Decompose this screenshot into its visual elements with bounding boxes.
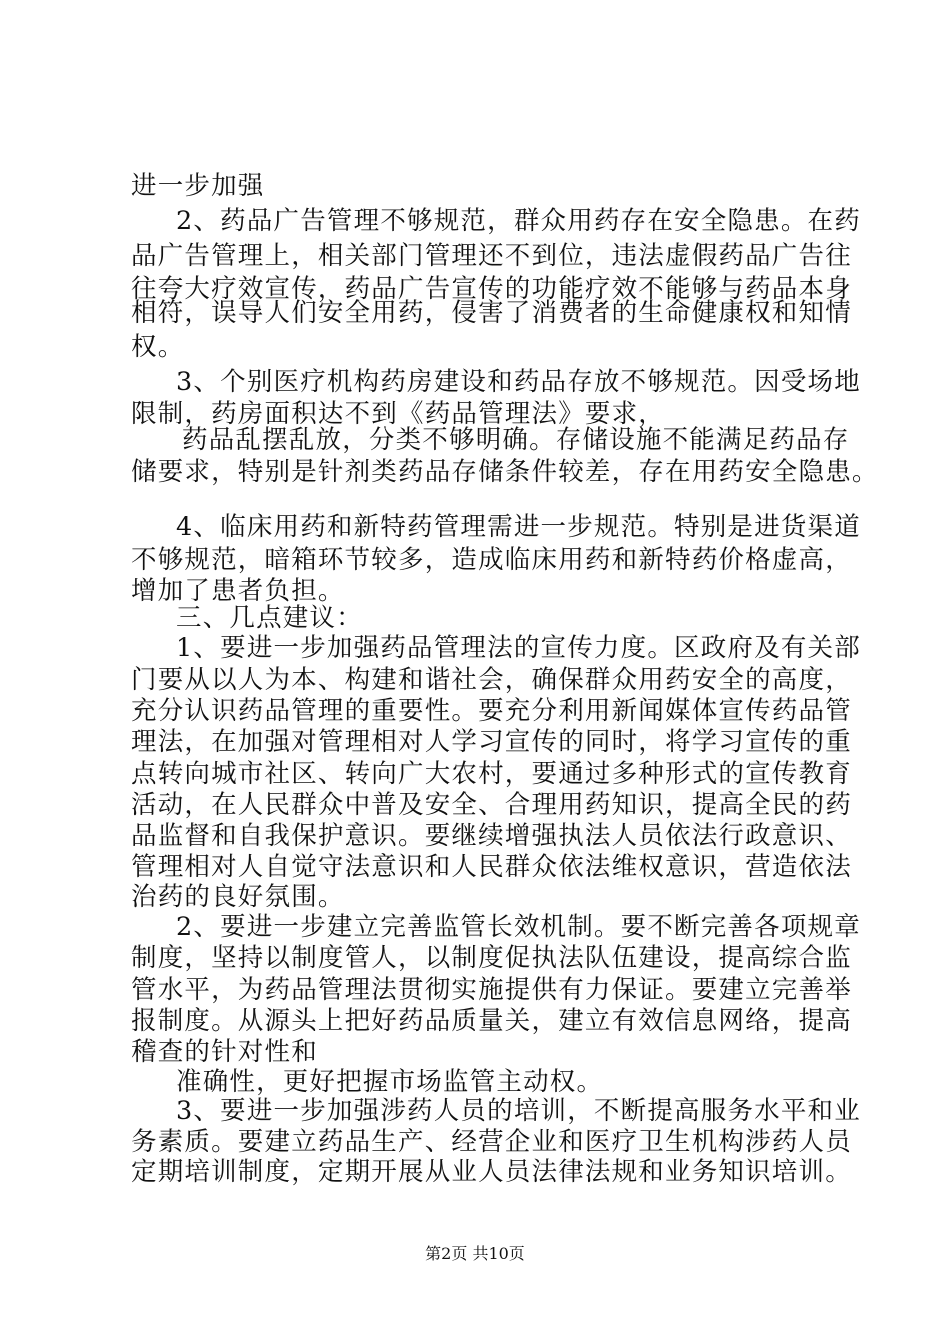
- paragraph-start: 3、个别医疗机构药房建设和药品存放不够规范。因受场地: [176, 367, 861, 397]
- paragraph-start: 准确性，更好把握市场监管主动权。: [176, 1067, 604, 1097]
- text-line: 定期培训制度，定期开展从业人员法律法规和业务知识培训。: [131, 1157, 852, 1187]
- paragraph-start: 4、临床用药和新特药管理需进一步规范。特别是进货渠道: [176, 512, 861, 542]
- text-line: 理法，在加强对管理相对人学习宣传的同时，将学习宣传的重: [131, 727, 852, 757]
- text-line: 充分认识药品管理的重要性。要充分利用新闻媒体宣传药品管: [131, 696, 852, 726]
- text-line: 报制度。从源头上把好药品质量关，建立有效信息网络，提高: [131, 1006, 852, 1036]
- text-line: 不够规范，暗箱环节较多，造成临床用药和新特药价格虚高，: [131, 545, 852, 575]
- text-line: 储要求，特别是针剂类药品存储条件较差，存在用药安全隐患。: [131, 457, 879, 487]
- text-line: 门要从以人为本、构建和谐社会，确保群众用药安全的高度，: [131, 665, 852, 695]
- text-line: 务素质。要建立药品生产、经营企业和医疗卫生机构涉药人员: [131, 1127, 852, 1157]
- text-line: 进一步加强: [131, 171, 265, 201]
- paragraph-start: 2、药品广告管理不够规范，群众用药存在安全隐患。在药: [176, 206, 861, 236]
- text-line: 制度，坚持以制度管人，以制度促执法队伍建设，提高综合监: [131, 943, 852, 973]
- paragraph-start: 3、要进一步加强涉药人员的培训，不断提高服务水平和业: [176, 1096, 861, 1126]
- text-line: 品监督和自我保护意识。要继续增强执法人员依法行政意识、: [131, 821, 852, 851]
- text-line: 管理相对人自觉守法意识和人民群众依法维权意识，营造依法: [131, 852, 852, 882]
- text-line: 品广告管理上，相关部门管理还不到位，违法虚假药品广告往: [131, 241, 852, 271]
- text-line: 增加了患者负担。: [131, 576, 345, 606]
- text-line: 管水平，为药品管理法贯彻实施提供有力保证。要建立完善举: [131, 975, 852, 1005]
- text-line: 点转向城市社区、转向广大农村，要通过多种形式的宣传教育: [131, 759, 852, 789]
- text-line: 活动，在人民群众中普及安全、合理用药知识，提高全民的药: [131, 790, 852, 820]
- paragraph-start: 1、要进一步加强药品管理法的宣传力度。区政府及有关部: [176, 633, 861, 663]
- page-number-footer: 第2页 共10页: [425, 1244, 525, 1263]
- text-line: 限制，药房面积达不到《药品管理法》要求，: [131, 399, 666, 429]
- paragraph-start: 药品乱摆乱放，分类不够明确。存储设施不能满足药品存: [182, 425, 850, 455]
- text-line: 相符，误导人们安全用药，侵害了消费者的生命健康权和知情: [131, 298, 852, 328]
- text-line: 治药的良好氛围。: [131, 882, 345, 912]
- text-line: 往夸大疗效宣传，药品广告宣传的功能疗效不能够与药品本身: [131, 274, 852, 304]
- paragraph-start: 2、要进一步建立完善监管长效机制。要不断完善各项规章: [176, 912, 861, 942]
- text-line: 稽查的针对性和: [131, 1037, 318, 1067]
- section-heading: 三、几点建议：: [176, 603, 363, 633]
- text-line: 权。: [131, 332, 185, 362]
